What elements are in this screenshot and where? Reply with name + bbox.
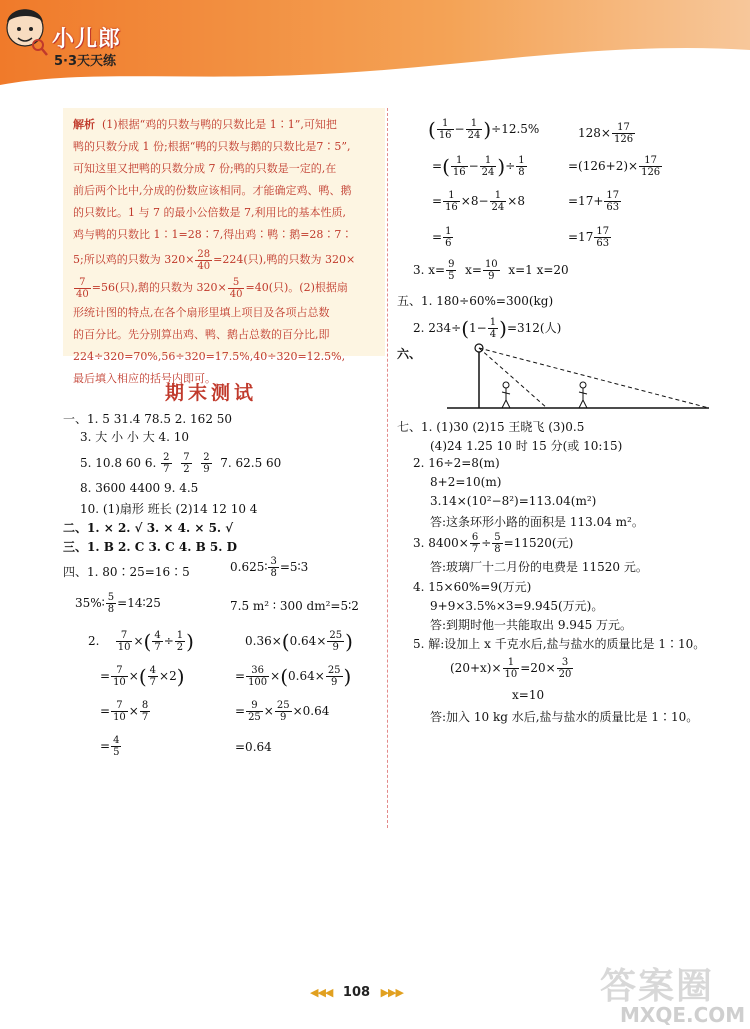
answer-line: =0.64 (235, 740, 272, 754)
numerator: 7 (74, 277, 91, 289)
answer-line: = $\frac{7}{10}$ × $\frac{8}{7}$ (100, 700, 149, 723)
analysis-text: =224(只),鸭的只数为 320× (213, 253, 356, 266)
numerator: 1 (437, 118, 454, 130)
answer-text: 35%∶ (75, 596, 105, 610)
fraction (175, 630, 185, 653)
answer-line: = $\frac{1}{6}$ (432, 226, 452, 249)
numerator: 25 (327, 665, 341, 676)
answer-line: 三、1. B 2. C 3. C 4. B 5. D (63, 540, 238, 554)
denominator: 40 (229, 288, 243, 300)
fraction (503, 657, 520, 680)
denominator: 7 (149, 677, 157, 688)
watermark-title: 答案圈 (600, 966, 715, 1007)
denominator: 10 (113, 677, 126, 688)
numerator: 6 (471, 532, 479, 543)
fraction (443, 190, 460, 213)
paren: ) (499, 316, 507, 341)
denominator: 6 (445, 238, 452, 249)
answer-line: 答:到期时他一共能取出 9.945 万元。 (430, 618, 633, 632)
answer-line (568, 226, 612, 249)
numerator: 1 (503, 657, 520, 669)
denominator: 9 (203, 464, 210, 475)
denominator: 8 (107, 604, 115, 615)
section-title: 期末测试 (165, 382, 258, 404)
answer-text: =17 (568, 230, 594, 244)
fraction (106, 592, 116, 615)
numerator: 17 (612, 122, 635, 134)
answer-line: 10. (1)扇形 班长 (2)14 12 10 4 (80, 502, 258, 516)
numerator: 5 (228, 277, 245, 289)
denominator: 63 (596, 238, 610, 249)
answer-text: (20+x)× (450, 661, 502, 675)
denominator: 7 (163, 464, 170, 475)
denominator: 7 (141, 712, 149, 723)
analysis-line (73, 246, 379, 274)
lamp-shadow-diagram (447, 340, 709, 412)
paren: ( (428, 117, 436, 142)
answer-line: 四、1. 80∶25=16∶5 (63, 565, 190, 579)
fraction (116, 630, 133, 653)
numerator: 9 (448, 259, 455, 270)
answer-line (413, 532, 573, 555)
denominator: 8 (270, 568, 277, 579)
denominator: 10 (113, 712, 126, 723)
answer-line: 五、1. 180÷60%=300(kg) (397, 294, 554, 308)
page-number: 108 (342, 985, 371, 1000)
answer-line (450, 657, 574, 680)
numerator: 2 (203, 452, 210, 463)
denominator: 16 (452, 167, 466, 178)
numerator: 1 (443, 190, 460, 202)
brand-title: 小儿郎 (52, 27, 122, 52)
paren: ) (186, 629, 194, 654)
answer-text: 3. 8400× (413, 536, 469, 550)
numerator: 1 (518, 155, 525, 166)
numerator: 28 (197, 248, 211, 260)
answer-line (578, 122, 636, 145)
fraction (326, 665, 343, 688)
analysis-box (63, 108, 385, 385)
fraction (516, 155, 526, 178)
fraction (490, 190, 507, 213)
denominator: 9 (280, 712, 287, 723)
paren: ( (143, 629, 152, 654)
analysis-line: 224÷320=70%,56÷320=17.5%,40÷320=12.5%, (73, 350, 346, 363)
numerator: 7 (111, 700, 128, 712)
answer-line: 七、1. (1)30 (2)15 王晓飞 (3)0.5 (397, 420, 585, 434)
answer-text: ÷ (481, 536, 492, 550)
fraction (612, 122, 635, 145)
answer-text: 3. x= (413, 263, 446, 277)
numerator: 1 (445, 226, 452, 237)
denominator: 8 (518, 167, 525, 178)
answer-text: 0.36× (245, 634, 282, 648)
analysis-text: 5;所以鸡的只数为 320× (73, 253, 195, 266)
answer-text: x= (465, 263, 482, 277)
analysis-line: 的只数比。1 与 7 的最小公倍数是 7,利用比的基本性质, (73, 206, 346, 219)
numerator: 5 (494, 532, 501, 543)
fraction (483, 259, 500, 282)
fraction (74, 277, 91, 300)
answer-text: ×8− (460, 194, 489, 208)
fraction (181, 452, 191, 475)
answer-text: =17+ (568, 194, 604, 208)
analysis-line (73, 114, 379, 136)
numerator: 10 (484, 259, 498, 270)
numerator: 17 (596, 226, 610, 237)
fraction (140, 700, 150, 723)
fraction (148, 665, 158, 688)
answer-line: 8+2=10(m) (430, 475, 502, 489)
denominator: 24 (481, 167, 495, 178)
fraction (488, 317, 498, 340)
answer-text: 0.625∶ (230, 560, 268, 574)
fraction (195, 249, 212, 272)
denominator: 16 (445, 202, 458, 213)
fraction (228, 277, 245, 300)
watermark-logo (600, 958, 750, 1028)
answer-text: =11520(元) (503, 536, 574, 550)
answer-line: 2. $\frac{7}{10}$ ×( $\frac{4}{7}$ ÷ $\frac{1}{2}$ ) (88, 629, 194, 654)
numerator: 36 (246, 665, 269, 677)
denominator: 10 (117, 642, 131, 653)
numerator: 1 (466, 118, 483, 130)
answer-line: 3.14×(10²−8²)=113.04(m²) (430, 494, 597, 508)
analysis-line: 鸡与鸭的只数比 1∶1=28∶7,得出鸡∶鸭∶鹅=28∶7∶ (73, 228, 353, 241)
fraction (480, 155, 497, 178)
answer-line: 8. 3600 4400 9. 4.5 (80, 481, 199, 495)
answer-text: 0.64× (289, 634, 327, 648)
denominator: 10 (504, 669, 518, 680)
fraction (201, 452, 211, 475)
answer-text: 2. 234÷ (413, 321, 462, 335)
denominator: 4 (489, 329, 497, 340)
column-divider (387, 108, 388, 828)
analysis-text: =40(只)。(2)根据扇 (245, 281, 348, 294)
denominator: 126 (641, 167, 661, 178)
fraction (437, 118, 454, 141)
denominator: 9 (488, 271, 495, 282)
numerator: 4 (154, 630, 161, 641)
numerator: 3 (557, 657, 574, 669)
brand-series: 5·3天天练 (54, 54, 117, 69)
next-arrows-icon: ▶▶▶ (380, 986, 403, 999)
numerator: 5 (107, 592, 115, 603)
numerator: 25 (329, 630, 343, 641)
mascot-boy-icon (0, 0, 50, 60)
prev-arrows-icon: ◀◀◀ (310, 986, 333, 999)
fraction (466, 118, 483, 141)
answer-line (413, 259, 569, 282)
fraction (492, 532, 502, 555)
denominator: 2 (176, 642, 184, 653)
denominator: 25 (248, 712, 261, 723)
answer-line (80, 452, 281, 475)
answer-text: =312(人) (506, 321, 562, 335)
answer-text: 0.64× (288, 669, 325, 683)
paren: ( (461, 316, 470, 341)
answer-line: 2. 16÷2=8(m) (413, 456, 500, 470)
fraction (246, 700, 263, 723)
fraction (557, 657, 574, 680)
answer-line: 答:玻璃厂十二月份的电费是 11520 元。 (430, 560, 648, 574)
answer-line: = $\frac{7}{10}$ ×( $\frac{4}{7}$ ×2) (100, 664, 185, 689)
answer-text: ×0.64 (292, 704, 330, 718)
answer-text: =5∶3 (279, 560, 309, 574)
numerator: 8 (141, 700, 149, 711)
answer-text: =20× (520, 661, 556, 675)
denominator: 8 (494, 544, 501, 555)
analysis-label: 解析 (73, 118, 95, 131)
denominator: 20 (558, 669, 572, 680)
numerator: 3 (270, 556, 277, 567)
numerator: 1 (176, 630, 184, 641)
fraction (594, 226, 611, 249)
fraction (604, 190, 621, 213)
answer-line: = $\frac{9}{25}$ × $\frac{25}{9}$ ×0.64 (235, 700, 330, 723)
denominator: 9 (330, 677, 338, 688)
paren: ( (442, 154, 450, 179)
analysis-line: 前后两个比中,分成的份数应该相同。才能确定鸡、鸭、鹅 (73, 184, 352, 197)
fraction (451, 155, 468, 178)
answer-text: 5. 10.8 60 6. (80, 456, 157, 470)
answer-line: = $\frac{1}{16}$ ×8− $\frac{1}{24}$ ×8 (432, 190, 525, 213)
answer-line (230, 556, 308, 579)
answer-line (75, 592, 161, 615)
answer-line: 2. 234÷(1− $\frac{1}{4}$ )=312(人) (413, 316, 562, 341)
numerator: 7 (183, 452, 190, 463)
answer-text: =(126+2)× (568, 159, 639, 173)
answer-line (568, 155, 663, 178)
answer-text: ×2 (159, 669, 177, 683)
answer-line: = $\frac{36}{100}$ ×(0.64× $\frac{25}{9}$ ) (235, 664, 352, 689)
fraction (268, 556, 278, 579)
paren: ) (176, 664, 185, 689)
numerator: 4 (113, 735, 120, 746)
fraction (327, 630, 344, 653)
answer-line: ( $\frac{1}{16}$ − $\frac{1}{24}$ )÷12.5% (428, 117, 540, 142)
paren: ( (281, 629, 290, 654)
fraction (111, 700, 128, 723)
denominator: 100 (248, 677, 268, 688)
denominator: 9 (332, 642, 339, 653)
analysis-line: 的百分比。先分别算出鸡、鸭、鹅占总数的百分比,即 (73, 328, 330, 341)
denominator: 40 (197, 260, 211, 272)
answer-text: ÷12.5% (491, 122, 540, 136)
denominator: 24 (467, 130, 481, 141)
answer-line (568, 190, 622, 213)
paren: ) (483, 117, 492, 142)
answer-line: 9+9×3.5%×3=9.945(万元)。 (430, 599, 604, 613)
numerator: 17 (639, 155, 662, 167)
denominator: 126 (613, 134, 634, 145)
fraction (111, 665, 128, 688)
denominator: 5 (113, 747, 120, 758)
denominator: 24 (491, 202, 505, 213)
denominator: 5 (448, 271, 455, 282)
answer-line: 4. 15×60%=9(万元) (413, 580, 532, 594)
fraction (443, 226, 453, 249)
analysis-line: 可知这里又把鸭的只数分成 7 份;鸭的只数是一定的,在 (73, 162, 337, 175)
analysis-line (73, 274, 379, 302)
paren: ) (497, 154, 506, 179)
paren: ( (138, 664, 147, 689)
numerator: 1 (489, 317, 497, 328)
denominator: 7 (154, 642, 161, 653)
numerator: 4 (149, 665, 157, 676)
analysis-line: 最后填入相应的括号内即可。 (73, 372, 216, 385)
denominator: 63 (606, 202, 620, 213)
numerator: 9 (246, 700, 263, 712)
page-header (0, 0, 750, 100)
denominator: 2 (183, 464, 190, 475)
numerator: 1 (490, 190, 507, 202)
answer-line: =( $\frac{1}{16}$ − $\frac{1}{24}$ )÷ $\frac{1}{8}$ (432, 154, 525, 179)
answer-line: x=10 (512, 688, 545, 702)
answer-line: 六、 (397, 347, 422, 361)
fraction (275, 700, 292, 723)
answer-line: 3. 大 小 小 大 4. 10 (80, 430, 190, 444)
answer-line: 二、1. × 2. √ 3. × 4. × 5. √ (63, 521, 234, 535)
answer-text: 7. 62.5 60 (220, 456, 282, 470)
numerator: 17 (606, 190, 620, 201)
denominator: 16 (438, 130, 452, 141)
answer-text: 128× (578, 126, 611, 140)
answer-line: 一、1. 5 31.4 78.5 2. 162 50 (63, 412, 233, 426)
answer-text: x=1 x=20 (508, 263, 569, 277)
analysis-text: (1)根据“鸡的只数与鸭的只数比是 1∶1”,可知把 (102, 118, 337, 131)
analysis-text: =56(只),鹅的只数为 320× (91, 281, 227, 294)
fraction (470, 532, 480, 555)
fraction (446, 259, 456, 282)
numerator: 7 (111, 665, 128, 677)
paren: ( (280, 664, 289, 689)
fraction (639, 155, 662, 178)
answer-line: 答:这条环形小路的面积是 113.04 m²。 (430, 515, 644, 529)
numerator: 7 (116, 630, 133, 642)
page-footer (310, 985, 403, 1000)
watermark-url: MXQE.COM (620, 1003, 746, 1027)
answer-line (245, 630, 353, 653)
analysis-line: 形统计图的特点,在各个扇形里填上项目及各项占总数 (73, 306, 330, 319)
fraction (111, 735, 121, 758)
numerator: 2 (163, 452, 170, 463)
person-far-icon (579, 382, 587, 408)
answer-line: = $\frac{4}{5}$ (100, 735, 120, 758)
numerator: 1 (451, 155, 468, 167)
answer-line: (4)24 1.25 10 时 15 分(或 10:15) (430, 439, 623, 453)
answer-text: ×8 (507, 194, 525, 208)
analysis-line: 鸭的只数分成 1 份;根据“鸭的只数与鹅的只数比是7∶5”, (73, 140, 351, 153)
paren: ) (343, 664, 352, 689)
fraction (152, 630, 162, 653)
denominator: 7 (471, 544, 479, 555)
denominator: 40 (76, 288, 89, 300)
answer-line: 答:加入 10 kg 水后,盐与盐水的质量比是 1∶10。 (430, 710, 699, 724)
person-near-icon (502, 382, 510, 408)
numerator: 1 (480, 155, 497, 167)
fraction (161, 452, 171, 475)
answer-line: 7.5 m² ∶ 300 dm²=5∶2 (230, 599, 359, 613)
answer-text: =14∶25 (117, 596, 161, 610)
answer-text: 2. (88, 634, 100, 648)
fraction (246, 665, 269, 688)
answer-line: 5. 解:设加上 x 千克水后,盐与盐水的质量比是 1∶10。 (413, 637, 706, 651)
paren: ) (345, 629, 353, 654)
numerator: 25 (276, 700, 290, 711)
